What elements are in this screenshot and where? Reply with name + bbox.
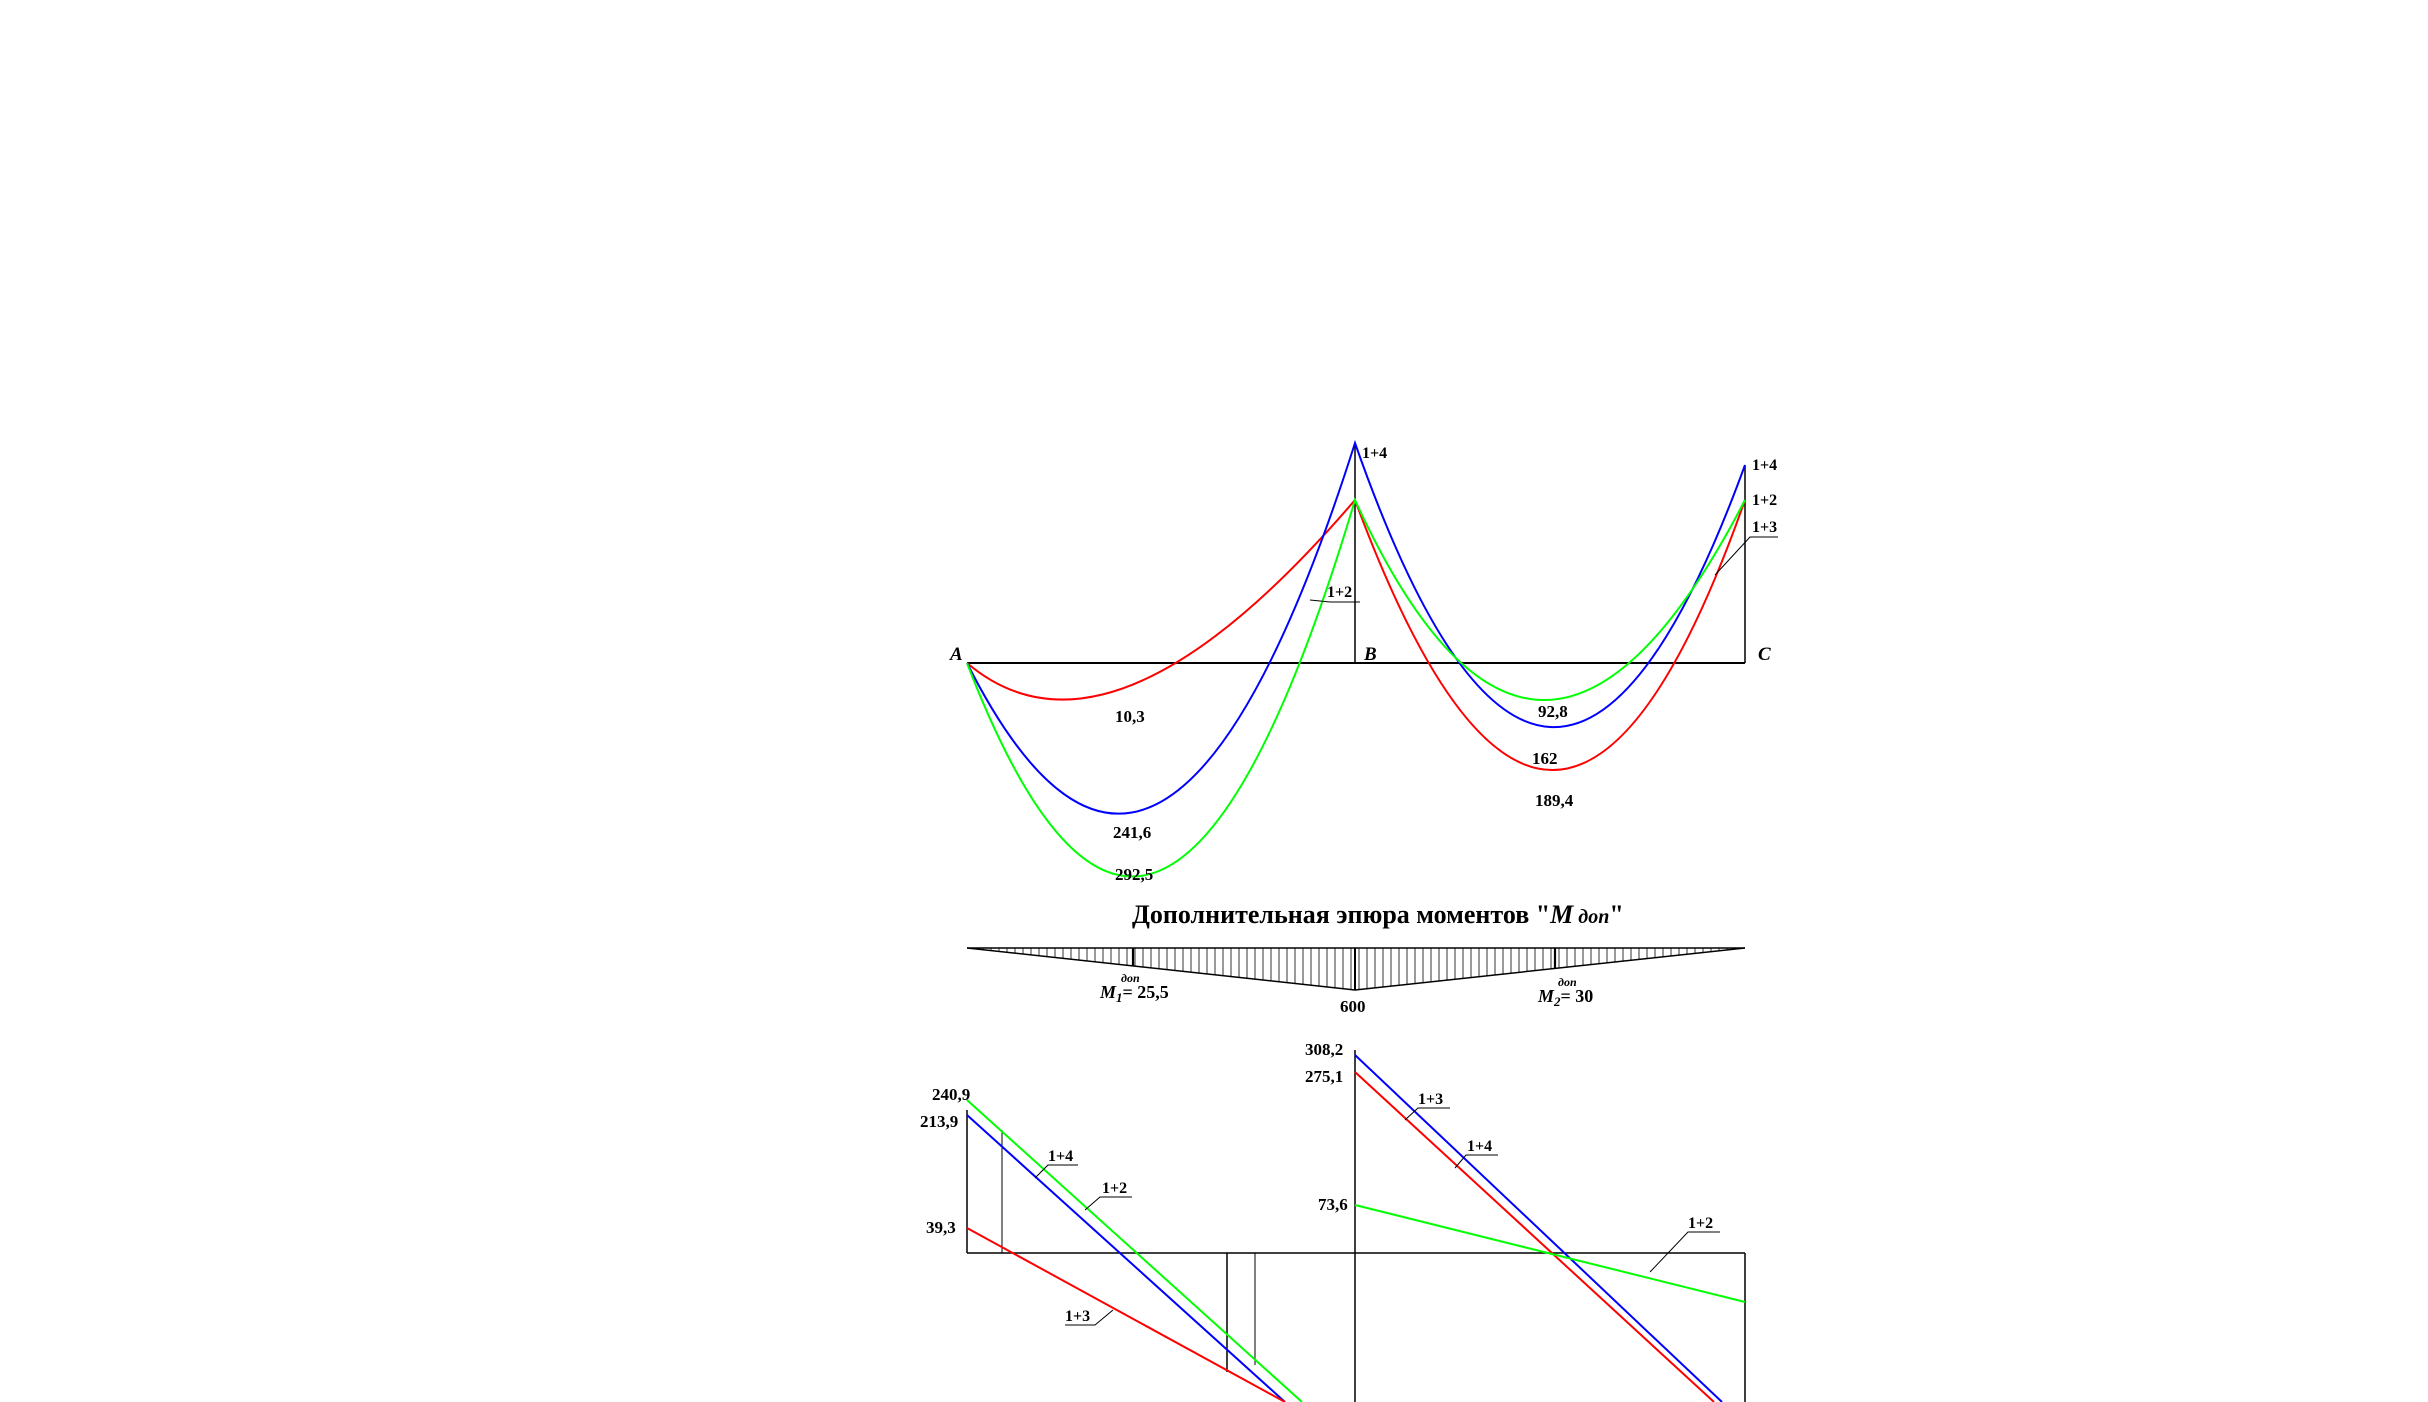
shear-span1-blue	[967, 1115, 1285, 1402]
additional-center-value: 600	[1340, 997, 1366, 1016]
m1-superscript: доп	[1121, 971, 1140, 985]
value-shear-v2-red: 275,1	[1305, 1067, 1344, 1086]
value-span1-red: 10,3	[1115, 707, 1145, 726]
value-shear-v1-blue: 213,9	[920, 1112, 959, 1131]
shear-span2-red	[1355, 1072, 1714, 1402]
leader-shear-span2-green	[1650, 1232, 1720, 1272]
point-b-label: B	[1364, 644, 1377, 665]
point-c-label: C	[1758, 644, 1771, 665]
value-shear-v1-red: 39,3	[926, 1218, 956, 1237]
m1-label: $М_1= 25,5$	[1100, 982, 1169, 1005]
point-a-label: A	[950, 644, 963, 665]
combo-shear-span2-green: 1+2	[1688, 1215, 1714, 1232]
m2-label: $М_2= 30$	[1538, 986, 1594, 1009]
combo-label-span-green: 1+2	[1327, 584, 1353, 601]
shear-span2-blue	[1355, 1055, 1722, 1402]
value-span1-green: 292,5	[1115, 865, 1154, 884]
moment-curve-blue	[967, 443, 1745, 814]
value-span2-red: 189,4	[1535, 791, 1574, 810]
combo-label-b-top: 1+4	[1362, 445, 1388, 462]
moment-curve-red	[967, 500, 1745, 770]
combo-shear-span1-green: 1+2	[1102, 1180, 1128, 1197]
combo-shear-span2-blue: 1+4	[1467, 1138, 1493, 1155]
combo-shear-span1-red: 1+3	[1065, 1308, 1091, 1325]
combo-shear-span2-red: 1+3	[1418, 1091, 1444, 1108]
value-span2-blue: 162	[1532, 749, 1558, 768]
additional-moment-diagram	[967, 900, 1745, 1016]
combo-label-c-top: 1+4	[1752, 457, 1778, 474]
combo-shear-span1-blue: 1+4	[1048, 1148, 1074, 1165]
value-shear-v2-green: 73,6	[1318, 1195, 1348, 1214]
moment-diagram	[949, 443, 1778, 884]
value-span2-green: 92,8	[1538, 702, 1568, 721]
m2-superscript: доп	[1558, 975, 1577, 989]
value-shear-v2-blue: 308,2	[1305, 1040, 1344, 1059]
leader-shear-span1-green	[1085, 1197, 1132, 1210]
shear-span1-green	[967, 1100, 1302, 1402]
additional-diagram-title: Дополнительная эпюра моментов "М доп"	[1132, 900, 1624, 929]
shear-diagram	[920, 1040, 1745, 1402]
additional-hatching	[975, 948, 1743, 990]
combo-label-c-low: 1+3	[1752, 519, 1778, 536]
value-span1-blue: 241,6	[1113, 823, 1152, 842]
combo-label-c-mid: 1+2	[1752, 492, 1778, 509]
value-shear-v1-green: 240,9	[932, 1085, 971, 1104]
shear-span1-red	[967, 1228, 1285, 1402]
